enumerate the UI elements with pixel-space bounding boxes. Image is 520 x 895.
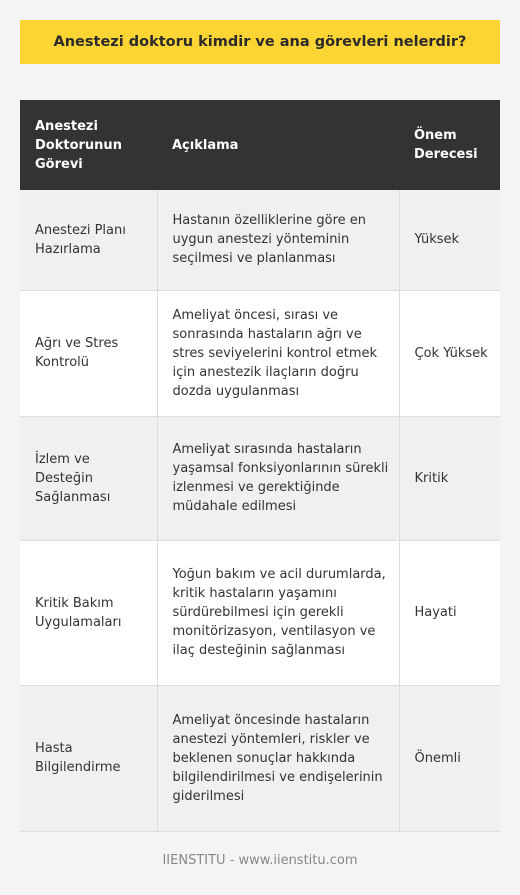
cell-importance: Kritik <box>399 416 500 540</box>
table-row <box>20 416 500 540</box>
cell-description: Ameliyat sırasında hastaların yaşamsal fonksiyonlarının sürekli izlenmesi ve gerektiğinde müdahale edilmesi <box>157 416 399 540</box>
column-header-description: Açıklama <box>157 100 399 190</box>
cell-duty: İzlem ve Desteğin Sağlanması <box>20 416 157 540</box>
footer-credit: IIENSTITU - www.iienstitu.com <box>162 853 358 868</box>
table-header-row <box>20 100 500 190</box>
column-header-duty: Anestezi Doktorunun Görevi <box>20 100 157 190</box>
table-row <box>20 540 500 685</box>
cell-duty: Anestezi Planı Hazırlama <box>20 190 157 290</box>
cell-importance: Önemli <box>399 685 500 831</box>
table-row <box>20 190 500 290</box>
table-row <box>20 290 500 416</box>
cell-importance: Çok Yüksek <box>399 290 500 416</box>
cell-duty: Kritik Bakım Uygulamaları <box>20 540 157 685</box>
page-title: Anestezi doktoru kimdir ve ana görevleri nelerdir? <box>53 34 467 50</box>
cell-duty: Hasta Bilgilendirme <box>20 685 157 831</box>
column-header-importance: Önem Derecesi <box>399 100 500 190</box>
cell-importance: Hayati <box>399 540 500 685</box>
duties-table <box>20 100 500 832</box>
title-banner <box>20 20 500 64</box>
table-row <box>20 685 500 831</box>
cell-duty: Ağrı ve Stres Kontrolü <box>20 290 157 416</box>
cell-importance: Yüksek <box>399 190 500 290</box>
cell-description: Yoğun bakım ve acil durumlarda, kritik hastaların yaşamını sürdürebilmesi için gerekli monitörizasyon, ventilasyon ve ilaç desteğinin sağlanması <box>157 540 399 685</box>
cell-description: Ameliyat öncesi, sırası ve sonrasında hastaların ağrı ve stres seviyelerini kontrol etmek için anestezik ilaçların doğru dozda uygulanması <box>157 290 399 416</box>
cell-description: Ameliyat öncesinde hastaların anestezi yöntemleri, riskler ve beklenen sonuçlar hakkında bilgilendirilmesi ve endişelerinin giderilmesi <box>157 685 399 831</box>
cell-description: Hastanın özelliklerine göre en uygun anestezi yönteminin seçilmesi ve planlanması <box>157 190 399 290</box>
